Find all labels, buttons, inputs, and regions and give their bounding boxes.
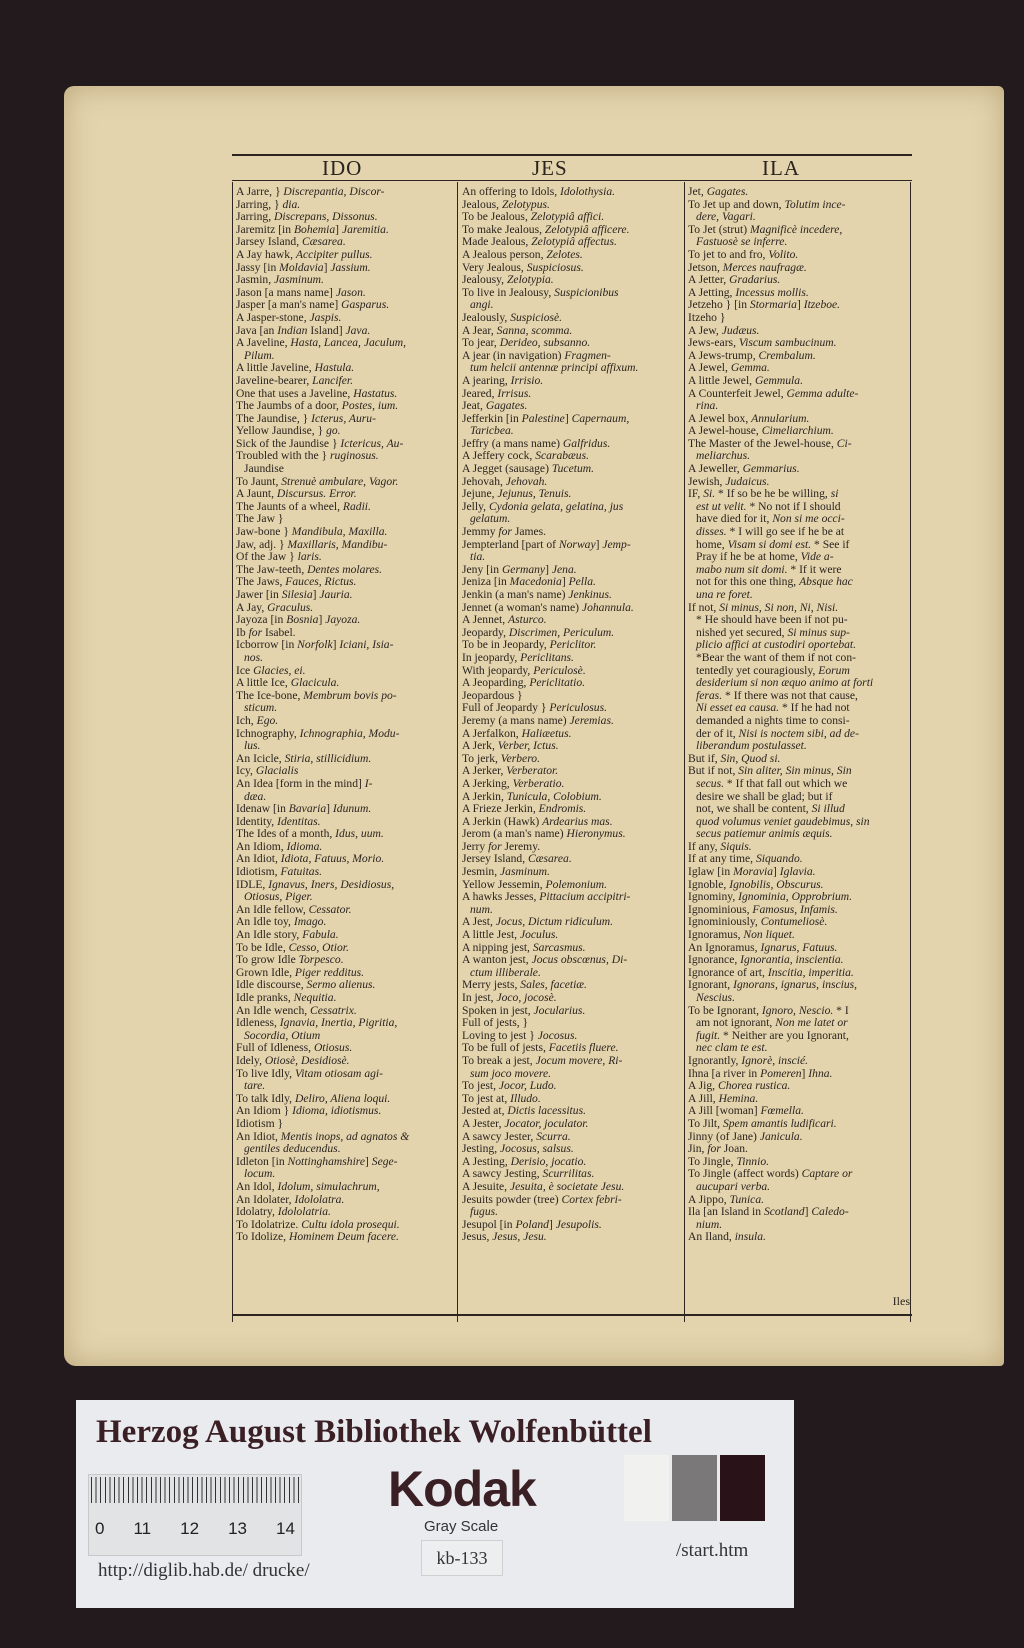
dictionary-entry: An Idolater, Idololatra. — [236, 1193, 345, 1206]
dictionary-entry: gentiles deducendus. — [244, 1143, 341, 1156]
dictionary-entry: To Jingle, Tinnio. — [688, 1155, 770, 1168]
dictionary-entry: demanded a nights time to consi- — [696, 714, 850, 727]
dictionary-entry: nec clam te est. — [696, 1042, 768, 1055]
column-rule-2 — [684, 182, 685, 1322]
dictionary-entry: lus. — [244, 740, 261, 753]
dictionary-entry: To Idolize, Hominem Deum facere. — [236, 1231, 399, 1244]
dictionary-entry: Jetson, Merces naufragæ. — [688, 261, 807, 274]
dictionary-entry: The Jaundise, } Icterus, Auru- — [236, 412, 376, 425]
dictionary-entry: gelatum. — [470, 513, 511, 526]
ruler-number: 14 — [276, 1519, 295, 1538]
dictionary-entry: Jeremy (a mans name) Jeremias. — [462, 714, 614, 727]
dictionary-entry: Ignorant, Ignorans, ignarus, inscius, — [688, 979, 858, 992]
dictionary-entry: locum. — [244, 1168, 276, 1181]
dictionary-entry: Ignoramus, Non liquet. — [688, 929, 795, 942]
dictionary-entry: Ni esset ea causa. * If he had not — [696, 702, 850, 715]
dictionary-entry: A Jay, Graculus. — [236, 601, 314, 614]
catchword: Iles — [892, 1294, 910, 1308]
dictionary-entry: Fastuosè se inferre. — [696, 236, 788, 249]
dictionary-entry: Jews-ears, Viscum sambucinum. — [688, 337, 837, 350]
dictionary-entry: To be full of jests, Facetiis fluere. — [462, 1042, 619, 1055]
dictionary-entry: Ihna [a river in Pomeren] Ihna. — [688, 1067, 833, 1080]
dictionary-entry: A Counterfeit Jewel, Gemma adulte- — [688, 387, 859, 400]
dictionary-entry: A Jewel-house, Cimeliarchium. — [688, 425, 834, 438]
swatch-white — [624, 1455, 669, 1521]
dictionary-entry: Iglaw [in Moravia] Iglavia. — [688, 866, 816, 879]
dictionary-entry: A Jealous person, Zelotes. — [462, 248, 583, 261]
dictionary-entry: Jinny (of Jane) Janicula. — [688, 1130, 803, 1143]
dictionary-entry: Jesuits powder (tree) Cortex febri- — [462, 1193, 622, 1206]
dictionary-entry: Ichnography, Ichnographia, Modu- — [236, 727, 400, 740]
dictionary-entry: Pilum. — [244, 349, 275, 362]
dictionary-entry: dæa. — [244, 790, 267, 803]
dictionary-entry: A Jerk, Verber, Ictus. — [462, 740, 559, 753]
footer-rule — [232, 1314, 912, 1316]
dictionary-entry: Jeat, Gagates. — [462, 400, 528, 413]
dictionary-entry: Jesupol [in Poland] Jesupolis. — [462, 1218, 602, 1231]
dictionary-entry: A Jerking, Verberatio. — [462, 777, 565, 790]
dictionary-entry: der of it, Nisi is noctem sibi, ad de- — [696, 727, 859, 740]
dictionary-entry: Jested at, Dictis lacessitus. — [462, 1105, 586, 1118]
dictionary-entry: An Idea [form in the mind] I- — [236, 777, 373, 790]
dictionary-entry: * He should have been if not pu- — [696, 614, 848, 627]
dictionary-entry: quod volumus veniet gaudebimus, sin — [696, 815, 870, 828]
dictionary-entry: An Idle wench, Cessatrix. — [236, 1004, 357, 1017]
dictionary-entry: To make Jealous, Zelotypiâ afficere. — [462, 223, 630, 236]
dictionary-entry: A Jay hawk, Accipiter pullus. — [236, 248, 373, 261]
dictionary-entry: Socordia, Otium — [244, 1029, 321, 1042]
dictionary-entry: To jest, Jocor, Ludo. — [462, 1080, 557, 1093]
dictionary-entry: A hawks Jesses, Pittacium accipitri- — [462, 891, 631, 904]
dictionary-entry: Otiosus, Piger. — [244, 891, 313, 904]
dictionary-entry: Ignominious, Famosus, Infamis. — [688, 903, 838, 916]
dictionary-entry: Jet, Gagates. — [688, 186, 749, 198]
column-rule-left — [232, 182, 233, 1322]
dictionary-entry: A Jegget (sausage) Tucetum. — [462, 463, 595, 476]
dictionary-entry: Jejune, Jejunus, Tenuis. — [462, 488, 572, 501]
dictionary-entry: Icy, Glacialis — [236, 765, 299, 778]
dictionary-entry: Jarring, Discrepans, Dissonus. — [236, 211, 378, 224]
dictionary-entry: Jehovah, Jehovah. — [462, 475, 548, 488]
dictionary-entry: Jetzeho } [in Stormaria] Itzeboe. — [688, 299, 841, 312]
column-jes — [462, 186, 682, 1244]
dictionary-entry: Jarring, } dia. — [236, 198, 301, 211]
url-prefix: http://diglib.hab.de/ drucke/ — [98, 1560, 310, 1581]
dictionary-entry: Jelly, Cydonia gelata, gelatina, jus — [462, 500, 624, 513]
dictionary-entry: Jasper [a man's name] Gasparus. — [236, 299, 390, 312]
dictionary-entry: A Frieze Jerkin, Endromis. — [462, 803, 587, 816]
dictionary-entry: With jeopardy, Periculosè. — [462, 664, 586, 677]
dictionary-entry: Jealous, Zelotypus. — [462, 198, 550, 211]
dictionary-entry: A Jesuite, Jesuita, è societate Jesu. — [462, 1180, 625, 1193]
dictionary-entry: disses. * I will go see if he be at — [696, 526, 845, 539]
dictionary-entry: Itzeho } — [688, 311, 726, 324]
ruler-number: 12 — [180, 1519, 200, 1538]
dictionary-entry: The Ides of a month, Idus, uum. — [236, 828, 384, 841]
dictionary-entry: To Idolatrize. Cultu idola prosequi. — [236, 1218, 400, 1231]
dictionary-entry: The Jaunts of a wheel, Radii. — [236, 500, 371, 513]
dictionary-entry: IDLE, Ignavus, Iners, Desidiosus, — [236, 878, 395, 891]
dictionary-entry: If any, Siquis. — [688, 840, 752, 853]
dictionary-entry: Of the Jaw } laris. — [236, 551, 322, 564]
dictionary-entry: tum helcii antennæ principi affixum. — [470, 362, 639, 375]
dictionary-entry: Jeopardy, Discrimen, Periculum. — [462, 626, 615, 639]
dictionary-entry: The Jaumbs of a door, Postes, ium. — [236, 400, 399, 413]
dictionary-entry: An Idle toy, Imago. — [236, 916, 327, 929]
library-color-card — [76, 1400, 794, 1608]
dictionary-page-frame — [232, 154, 912, 1319]
dictionary-entry: A Jerfalkon, Haliæetus. — [462, 727, 572, 740]
dictionary-entry: Loving to jest } Jocosus. — [462, 1029, 578, 1042]
dictionary-entry: have died for it, Non si me occi- — [696, 513, 845, 526]
dictionary-entry: A Jarre, } Discrepantia, Discor- — [236, 186, 385, 198]
dictionary-entry: Idenaw [in Bavaria] Idunum. — [236, 803, 372, 816]
dictionary-entry: To be in Jeopardy, Periclitor. — [462, 639, 597, 652]
dictionary-entry: To live in Jealousy, Suspicionibus — [462, 286, 619, 299]
dictionary-entry: Jassy [in Moldavia] Jassium. — [236, 261, 371, 274]
dictionary-entry: Jeffry (a mans name) Galfridus. — [462, 437, 611, 450]
dictionary-entry: A Jewel box, Annularium. — [688, 412, 810, 425]
dictionary-entry: Icborrow [in Norfolk] Iciani, Isia- — [236, 639, 394, 652]
dictionary-entry: An Iland, insula. — [688, 1231, 766, 1244]
dictionary-entry: To jest at, Illudo. — [462, 1092, 541, 1105]
dictionary-entry: Ignorance, Ignorantia, inscientia. — [688, 954, 844, 967]
dictionary-entry: desire we shall be glad; but if — [696, 790, 833, 803]
dictionary-entry: mabo num sit domi. * If it were — [696, 563, 842, 576]
dictionary-entry: Full of jests, } — [462, 1017, 529, 1030]
dictionary-entry: Jaw, adj. } Maxillaris, Mandibu- — [236, 538, 388, 551]
dictionary-entry: Ich, Ego. — [236, 714, 279, 727]
dictionary-entry: To Jet (strut) Magnificè incedere, — [688, 223, 843, 236]
dictionary-entry: meliarchus. — [696, 450, 750, 463]
dictionary-entry: To jerk, Verbero. — [462, 752, 540, 765]
dictionary-entry: A Jetting, Incessus mollis. — [688, 286, 809, 299]
dictionary-entry: If not, Si minus, Si non, Ni, Nisi. — [688, 601, 839, 614]
dictionary-entry: est ut velit. * No not if I should — [696, 500, 841, 513]
dictionary-entry: One that uses a Javeline, Hastatus. — [236, 387, 398, 400]
dictionary-entry: The Master of the Jewel-house, Ci- — [688, 437, 852, 450]
dictionary-entry: Ignoble, Ignobilis, Obscurus. — [688, 878, 824, 891]
dictionary-entry: Full of Idleness, Otiosus. — [236, 1042, 353, 1055]
dictionary-entry: Yellow Jessemin, Polemonium. — [462, 878, 608, 891]
dictionary-entry: Jeared, Irrisus. — [462, 387, 532, 400]
dictionary-entry: Jeopardous } — [462, 689, 523, 702]
column-rule-1 — [457, 182, 458, 1322]
dictionary-entry: The Ice-bone, Membrum bovis po- — [236, 689, 397, 702]
dictionary-entry: A Jill, Hemina. — [688, 1092, 759, 1105]
dictionary-entry: Ila [an Island in Scotland] Caledo- — [688, 1206, 849, 1219]
dictionary-entry: tia. — [470, 551, 486, 564]
dictionary-entry: feras. * If there was not that cause, — [696, 689, 858, 702]
dictionary-entry: nium. — [696, 1218, 723, 1231]
swatch-gray — [672, 1455, 717, 1521]
dictionary-entry: An Idol, Idolum, simulachrum, — [236, 1180, 380, 1193]
swatch-black — [720, 1455, 765, 1521]
dictionary-entry: To be Idle, Cesso, Otior. — [236, 941, 349, 954]
dictionary-entry: fugus. — [470, 1206, 499, 1219]
dictionary-entry: A Jerker, Verberator. — [462, 765, 559, 778]
dictionary-entry: Jewish, Judaicus. — [688, 475, 770, 488]
dictionary-entry: Pray if he be at home, Vide a- — [696, 551, 834, 564]
header-rule-bottom — [232, 180, 912, 181]
url-suffix: /start.htm — [676, 1540, 749, 1561]
dictionary-entry: Jason [a mans name] Jason. — [236, 286, 366, 299]
dictionary-entry: Ignominy, Ignominia, Opprobrium. — [688, 891, 853, 904]
dictionary-entry: A Jear, Sanna, scomma. — [462, 324, 573, 337]
dictionary-entry: Ignorance of art, Inscitia, imperitia. — [688, 966, 854, 979]
dictionary-entry: To jet to and fro, Volito. — [688, 248, 799, 261]
dictionary-entry: Idle discourse, Sermo alienus. — [236, 979, 376, 992]
dictionary-entry: A sawcy Jester, Scurra. — [462, 1130, 571, 1143]
dictionary-entry: A little Jewel, Gemmula. — [688, 374, 803, 387]
dictionary-entry: To live Idly, Vitam otiosam agi- — [236, 1067, 384, 1080]
dictionary-entry: A Jerkin (Hawk) Ardearius mas. — [462, 815, 613, 828]
dictionary-entry: To be Ignorant, Ignoro, Nescio. * I — [688, 1004, 849, 1017]
column-rule-right — [910, 182, 911, 1322]
shelfmark-code: kb-133 — [421, 1540, 503, 1576]
dictionary-entry: Jealously, Suspiciosè. — [462, 311, 563, 324]
dictionary-entry: A Jeweller, Gemmarius. — [688, 463, 800, 476]
dictionary-entry: Jennet (a woman's name) Johannula. — [462, 601, 634, 614]
dictionary-entry: Idle pranks, Nequitia. — [236, 992, 337, 1004]
dictionary-entry: am not ignorant, Non me latet or — [696, 1017, 848, 1030]
dictionary-entry: A nipping jest, Sarcasmus. — [462, 941, 586, 954]
dictionary-entry: Jemmy for James. — [462, 526, 547, 539]
dictionary-entry: A Jippo, Tunica. — [688, 1193, 765, 1206]
dictionary-entry: Jayoza [in Bosnia] Jayoza. — [236, 614, 361, 627]
dictionary-entry: An Idiot, Mentis inops, ad agnatos & — [236, 1130, 410, 1143]
dictionary-entry: nos. — [244, 651, 264, 664]
dictionary-entry: Ignorantly, Ignorè, inscié. — [688, 1054, 808, 1067]
dictionary-entry: tare. — [244, 1080, 266, 1093]
dictionary-entry: Jeniza [in Macedonia] Pella. — [462, 576, 596, 589]
dictionary-entry: not for this one thing, Absque hac — [696, 576, 853, 589]
ruler-number: 11 — [133, 1519, 152, 1538]
dictionary-entry: Taricbea. — [470, 425, 514, 438]
dictionary-entry: desiderium si non æquo animo at forti — [696, 677, 874, 690]
dictionary-entry: Jasmin, Jasminum. — [236, 274, 324, 287]
dictionary-entry: Spoken in jest, Jocularius. — [462, 1004, 586, 1017]
dictionary-entry: A little Javeline, Hastula. — [236, 362, 355, 375]
dictionary-entry: An Idiot, Idiota, Fatuus, Morio. — [236, 853, 385, 866]
dictionary-entry: Jaundise — [244, 463, 284, 476]
dictionary-entry: A Jeffery cock, Scarabæus. — [462, 450, 589, 463]
dictionary-entry: A Jig, Chorea rustica. — [688, 1080, 791, 1093]
dictionary-entry: Jaremitz [in Bohemia] Jaremitia. — [236, 223, 389, 236]
dictionary-entry: sticum. — [244, 702, 278, 715]
dictionary-entry: A Jerkin, Tunicula, Colobium. — [462, 790, 602, 803]
dictionary-entry: IF, Si. * If so be he be willing, si — [688, 488, 839, 501]
dictionary-entry: *Bear the want of them if not con- — [696, 651, 857, 664]
dictionary-entry: Jerry for Jeremy. — [462, 840, 541, 853]
dictionary-entry: nished yet secured, Si minus sup- — [696, 626, 850, 639]
dictionary-entry: Jerom (a man's name) Hieronymus. — [462, 828, 626, 841]
dictionary-entry: Idleton [in Nottinghamshire] Sege- — [236, 1155, 398, 1168]
dictionary-entry: Jesting, Jocosus, salsus. — [462, 1143, 574, 1156]
dictionary-entry: An offering to Idols, Idolothysia. — [462, 186, 616, 198]
dictionary-entry: A little Ice, Glacicula. — [236, 677, 340, 690]
dictionary-entry: An Idle story, Fabula. — [236, 929, 339, 942]
header-jes: JES — [532, 156, 568, 180]
dictionary-entry: A Jesting, Derisio, jocatio. — [462, 1155, 587, 1168]
dictionary-entry: Nescius. — [696, 992, 735, 1004]
dictionary-entry: A Jest, Jocus, Dictum ridiculum. — [462, 916, 614, 929]
dictionary-entry: A Jew, Judæus. — [688, 324, 760, 337]
dictionary-entry: To talk Idly, Deliro, Aliena loqui. — [236, 1092, 391, 1105]
dictionary-entry: Ib for Isabel. — [236, 626, 296, 639]
dictionary-entry: A little Jest, Joculus. — [462, 929, 559, 942]
ruler — [88, 1474, 302, 1556]
dictionary-entry: ctum illiberale. — [470, 966, 541, 979]
dictionary-entry: tentedly yet couragiously, Eorum — [696, 664, 850, 677]
header-ido: IDO — [322, 156, 363, 180]
dictionary-entry: num. — [470, 903, 493, 916]
dictionary-entry: Java [an Indian Island] Java. — [236, 324, 371, 337]
dictionary-entry: The Jaw-teeth, Dentes molares. — [236, 563, 383, 576]
dictionary-entry: Full of Jeopardy } Periculosus. — [462, 702, 607, 715]
dictionary-entry: But if, Sin, Quod si. — [688, 752, 781, 765]
dictionary-entry: To Jaunt, Strenuè ambulare, Vagor. — [236, 475, 399, 488]
dictionary-entry: A Jennet, Asturco. — [462, 614, 547, 627]
dictionary-entry: Jeny [in Germany] Jena. — [462, 563, 577, 576]
dictionary-entry: not, we shall be content, Si illud — [696, 803, 845, 816]
dictionary-entry: Idolatry, Idololatria. — [236, 1206, 331, 1219]
dictionary-entry: The Jaw } — [236, 513, 284, 526]
ruler-number: 0 — [95, 1519, 105, 1538]
dictionary-entry: rina. — [696, 400, 719, 413]
dictionary-entry: To break a jest, Jocum movere, Ri- — [462, 1054, 623, 1067]
dictionary-entry: To be Jealous, Zelotypiâ affici. — [462, 211, 605, 224]
column-ila — [688, 186, 908, 1244]
dictionary-entry: secus. * If that fall out which we — [696, 777, 848, 790]
dictionary-entry: Merry jests, Sales, facetiæ. — [462, 979, 587, 992]
dictionary-entry: Jaw-bone } Mandibula, Maxilla. — [236, 526, 388, 539]
dictionary-entry: fugit. * Neither are you Ignorant, — [696, 1029, 849, 1042]
dictionary-entry: Ice Glacies, ei. — [236, 664, 306, 677]
dictionary-entry: Identity, Identitas. — [236, 815, 321, 828]
dictionary-entry: A jearing, Irrisio. — [462, 374, 544, 387]
ruler-number: 13 — [228, 1519, 248, 1538]
dictionary-entry: Troubled with the } ruginosus. — [236, 450, 379, 463]
ruler-ticks — [91, 1477, 299, 1503]
dictionary-entry: A Jill [woman] Fœmella. — [688, 1105, 804, 1118]
dictionary-entry: If at any time, Siquando. — [688, 853, 803, 866]
header-ila: ILA — [762, 156, 800, 180]
dictionary-entry: aucupari verba. — [696, 1180, 771, 1193]
dictionary-entry: A Jewel, Gemma. — [688, 362, 770, 375]
column-ido — [236, 186, 454, 1244]
dictionary-entry: In jeopardy, Periclitans. — [462, 651, 574, 664]
library-title: Herzog August Bibliothek Wolfenbüttel — [96, 1414, 652, 1450]
dictionary-entry: Yellow Jaundise, } go. — [236, 425, 341, 438]
dictionary-entry: home, Visam si domi est. * See if — [696, 538, 850, 551]
dictionary-entry: secus patiemur animis æquis. — [696, 828, 833, 841]
dictionary-entry: A Jeoparding, Periclitatio. — [462, 677, 586, 690]
dictionary-entry: In jest, Joco, jocosè. — [462, 992, 557, 1004]
dictionary-entry: una re foret. — [696, 589, 753, 601]
dictionary-entry: Jesus, Jesus, Jesu. — [462, 1231, 547, 1244]
dictionary-entry: To Jingle (affect words) Captare or — [688, 1168, 853, 1181]
dictionary-entry: To Jet up and down, Tolutim ince- — [688, 198, 846, 211]
gray-scale-label: Gray Scale — [424, 1518, 499, 1535]
dictionary-entry: angi. — [470, 299, 494, 312]
dictionary-entry: A Jester, Jocator, joculator. — [462, 1117, 589, 1130]
dictionary-entry: Jenkin (a man's name) Jenkinus. — [462, 589, 612, 601]
dictionary-entry: Made Jealous, Zelotypiâ affectus. — [462, 236, 617, 249]
dictionary-entry: An Idiom, Idioma. — [236, 840, 323, 853]
dictionary-entry: A Jews-trump, Crembalum. — [688, 349, 816, 362]
kodak-logo: Kodak — [388, 1461, 536, 1517]
dictionary-entry: Ignominiously, Contumeliosè. — [688, 916, 828, 929]
dictionary-entry: Idely, Otiosè, Desidiosè. — [236, 1054, 350, 1067]
dictionary-entry: dere, Vagari. — [696, 211, 756, 224]
dictionary-entry: A Jetter, Gradarius. — [688, 274, 781, 287]
dictionary-entry: liberandum postulasset. — [696, 740, 807, 753]
dictionary-entry: An Icicle, Stiria, stillicidium. — [236, 752, 372, 765]
dictionary-entry: A wanton jest, Jocus obscœnus, Di- — [462, 954, 628, 967]
dictionary-entry: sum joco movere. — [470, 1067, 552, 1080]
dictionary-entry: plicio affici at custodiri oportebat. — [696, 639, 857, 652]
dictionary-entry: To Jilt, Spem amantis ludificari. — [688, 1117, 837, 1130]
dictionary-entry: To jear, Derideo, subsanno. — [462, 337, 591, 350]
dictionary-entry: Idleness, Ignavia, Inertia, Pigritia, — [236, 1017, 398, 1030]
dictionary-entry: The Jaws, Fauces, Rictus. — [236, 576, 357, 589]
dictionary-entry: Jin, for Joan. — [688, 1143, 748, 1156]
dictionary-entry: Jarsey Island, Cæsarea. — [236, 236, 346, 249]
dictionary-entry: Javeline-bearer, Lancifer. — [236, 374, 354, 387]
dictionary-entry: Jesmin, Jasminum. — [462, 866, 550, 879]
dictionary-entry: Jealousy, Zelotypia. — [462, 274, 554, 287]
dictionary-entry: A Javeline, Hasta, Lancea, Jaculum, — [236, 337, 407, 350]
dictionary-entry: An Ignoramus, Ignarus, Fatuus. — [688, 941, 838, 954]
dictionary-entry: A Jaunt, Discursus. Error. — [236, 488, 357, 501]
dictionary-entry: Jefferkin [in Palestine] Capernaum, — [462, 412, 630, 425]
dictionary-entry: An Idle fellow, Cessator. — [236, 903, 352, 916]
dictionary-entry: Jempterland [part of Norway] Jemp- — [462, 538, 631, 551]
dictionary-entry: To grow Idle Torpesco. — [236, 954, 344, 967]
dictionary-entry: Jersey Island, Cæsarea. — [462, 853, 572, 866]
dictionary-entry: Jawer [in Silesia] Jauria. — [236, 589, 353, 601]
dictionary-entry: Very Jealous, Suspiciosus. — [462, 261, 584, 274]
dictionary-entry: A sawcy Jesting, Scurrilitas. — [462, 1168, 595, 1181]
dictionary-entry: Grown Idle, Piger redditus. — [236, 966, 365, 979]
dictionary-entry: Idiotism, Fatuitas. — [236, 866, 322, 879]
dictionary-entry: A Jasper-stone, Jaspis. — [236, 311, 342, 324]
ruler-numbers — [95, 1519, 295, 1539]
dictionary-entry: Idiotism } — [236, 1117, 284, 1130]
dictionary-entry: A jear (in navigation) Fragmen- — [462, 349, 611, 362]
dictionary-entry: An Idiom } Idioma, idiotismus. — [236, 1105, 382, 1118]
dictionary-entry: Sick of the Jaundise } Ictericus, Au- — [236, 437, 404, 450]
dictionary-entry: But if not, Sin aliter, Sin minus, Sin — [688, 765, 852, 778]
